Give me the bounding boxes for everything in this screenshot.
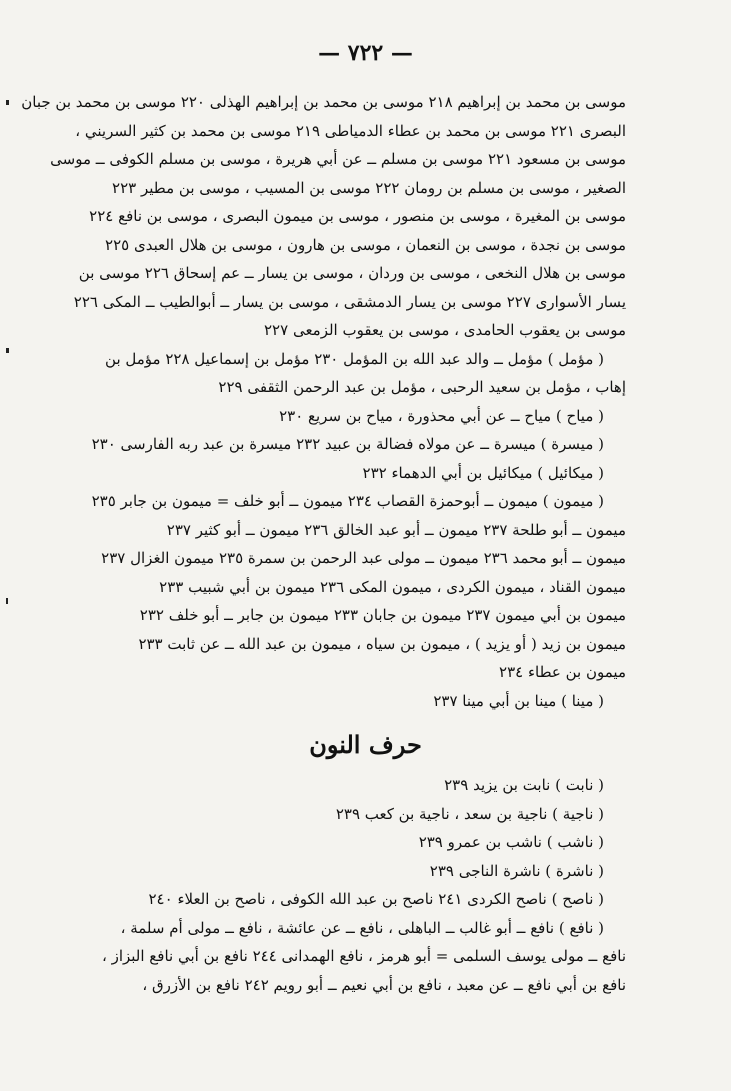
index-line: موسى بن المغيرة ، موسى بن منصور ، موسى بن ميمون البصرى ، موسى بن نافع ٢٢٤ <box>89 207 626 225</box>
index-line: ( نابت ) نابت بن يزيد ٢٣٩ <box>444 776 604 794</box>
section-heading: حرف النون <box>309 730 422 759</box>
index-line: نافع ــ مولى يوسف السلمى = أبو هرمز ، نافع الهمدانى ٢٤٤ نافع بن أبي نافع البزاز ، <box>101 947 626 965</box>
index-line: ميمون ــ أبو طلحة ٢٣٧ ميمون ــ أبو عبد الخالق ٢٣٦ ميمون ــ أبو كثير ٢٣٧ <box>166 520 626 539</box>
index-line: ميمون القناد ، ميمون الكردى ، ميمون المكى ٢٣٦ ميمون بن أبي شبيب ٢٣٣ <box>159 577 626 596</box>
index-line: موسى بن محمد بن إبراهيم ٢١٨ موسى بن محمد بن إبراهيم الهذلى ٢٢٠ موسى بن محمد بن جبان <box>21 93 626 111</box>
page-number: — ٧٢٢ — <box>318 40 413 66</box>
index-line: يسار الأسوارى ٢٢٧ موسى بن يسار الدمشقى ، موسى بن يسار ــ أبوالطيب ــ المكى ٢٢٦ <box>73 292 626 311</box>
index-line: ( ناجية ) ناجية بن سعد ، ناجية بن كعب ٢٣٩ <box>335 804 604 823</box>
index-line: ( نافع ) نافع ــ أبو غالب ــ الباهلى ، نافع ــ عن عائشة ، نافع ــ مولى أم سلمة ، <box>120 918 604 937</box>
index-line: موسى بن هلال النخعى ، موسى بن وردان ، موسى بن يسار ــ عم إسحاق ٢٢٦ موسى بن <box>78 264 626 282</box>
index-line: ( ميكائيل ) ميكائيل بن أبي الدهماء ٢٣٢ <box>362 463 604 482</box>
index-entries-nun <box>101 771 626 999</box>
index-line: نافع بن أبي نافع ــ عن معبد ، نافع بن أبي نعيم ــ أبو رويم ٢٤٢ نافع بن الأزرق ، <box>142 975 626 994</box>
index-line: ميمون بن أبي ميمون ٢٣٧ ميمون بن جابان ٢٣٣ ميمون بن جابر ــ أبو خلف ٢٣٢ <box>139 606 626 624</box>
index-line: موسى بن مسعود ٢٢١ موسى بن مسلم ــ عن أبي هريرة ، موسى بن مسلم الكوفى ــ موسى <box>50 150 626 168</box>
index-entries-mim <box>21 88 626 715</box>
margin-mark <box>6 100 9 105</box>
index-line: موسى بن يعقوب الحامدى ، موسى بن يعقوب الزمعى ٢٢٧ <box>264 321 626 339</box>
index-line: ( ناشرة ) ناشرة الناجى ٢٣٩ <box>429 861 604 880</box>
index-line: ( ناصح ) ناصح الكردى ٢٤١ ناصح بن عبد الله الكوفى ، ناصح بن العلاء ٢٤٠ <box>148 890 604 908</box>
margin-mark <box>6 598 8 604</box>
index-line: موسى بن نجدة ، موسى بن النعمان ، موسى بن هارون ، موسى بن هلال العبدى ٢٢٥ <box>105 235 626 254</box>
index-line: ( مؤمل ) مؤمل ــ والد عبد الله بن المؤمل ٢٣٠ مؤمل بن إسماعيل ٢٢٨ مؤمل بن <box>105 349 604 368</box>
index-line: ( مياح ) مياح ــ عن أبي محذورة ، مياح بن سريع ٢٣٠ <box>279 406 604 425</box>
index-line: إهاب ، مؤمل بن سعيد الرحبى ، مؤمل بن عبد الرحمن الثقفى ٢٢٩ <box>218 378 626 396</box>
index-line: ميمون بن عطاء ٢٣٤ <box>499 663 626 681</box>
index-line: ميمون ــ أبو محمد ٢٣٦ ميمون ــ مولى عبد الرحمن بن سمرة ٢٣٥ ميمون الغزال ٢٣٧ <box>101 549 626 567</box>
index-line: الصغير ، موسى بن مسلم بن رومان ٢٢٢ موسى بن المسيب ، موسى بن مطير ٢٢٣ <box>112 178 626 197</box>
index-line: ( ناشب ) ناشب بن عمرو ٢٣٩ <box>418 833 604 851</box>
index-line: ( ميمون ) ميمون ــ أبوحمزة القصاب ٢٣٤ ميمون ــ أبو خلف = ميمون بن جابر ٢٣٥ <box>91 492 604 510</box>
index-line: ( ميسرة ) ميسرة ــ عن مولاه فضالة بن عبيد ٢٣٢ ميسرة بن عبد ربه الفارسى ٢٣٠ <box>91 435 604 453</box>
index-line: ميمون بن زيد ( أو يزيد ) ، ميمون بن سياه ، ميمون بن عبد الله ــ عن ثابت ٢٣٣ <box>138 634 626 653</box>
index-line: البصرى ٢٢١ موسى بن محمد بن عطاء الدمياطى ٢١٩ موسى بن محمد بن كثير السريني ، <box>75 121 626 140</box>
index-line: ( مينا ) مينا بن أبي مينا ٢٣٧ <box>433 691 604 710</box>
margin-mark <box>6 348 9 353</box>
